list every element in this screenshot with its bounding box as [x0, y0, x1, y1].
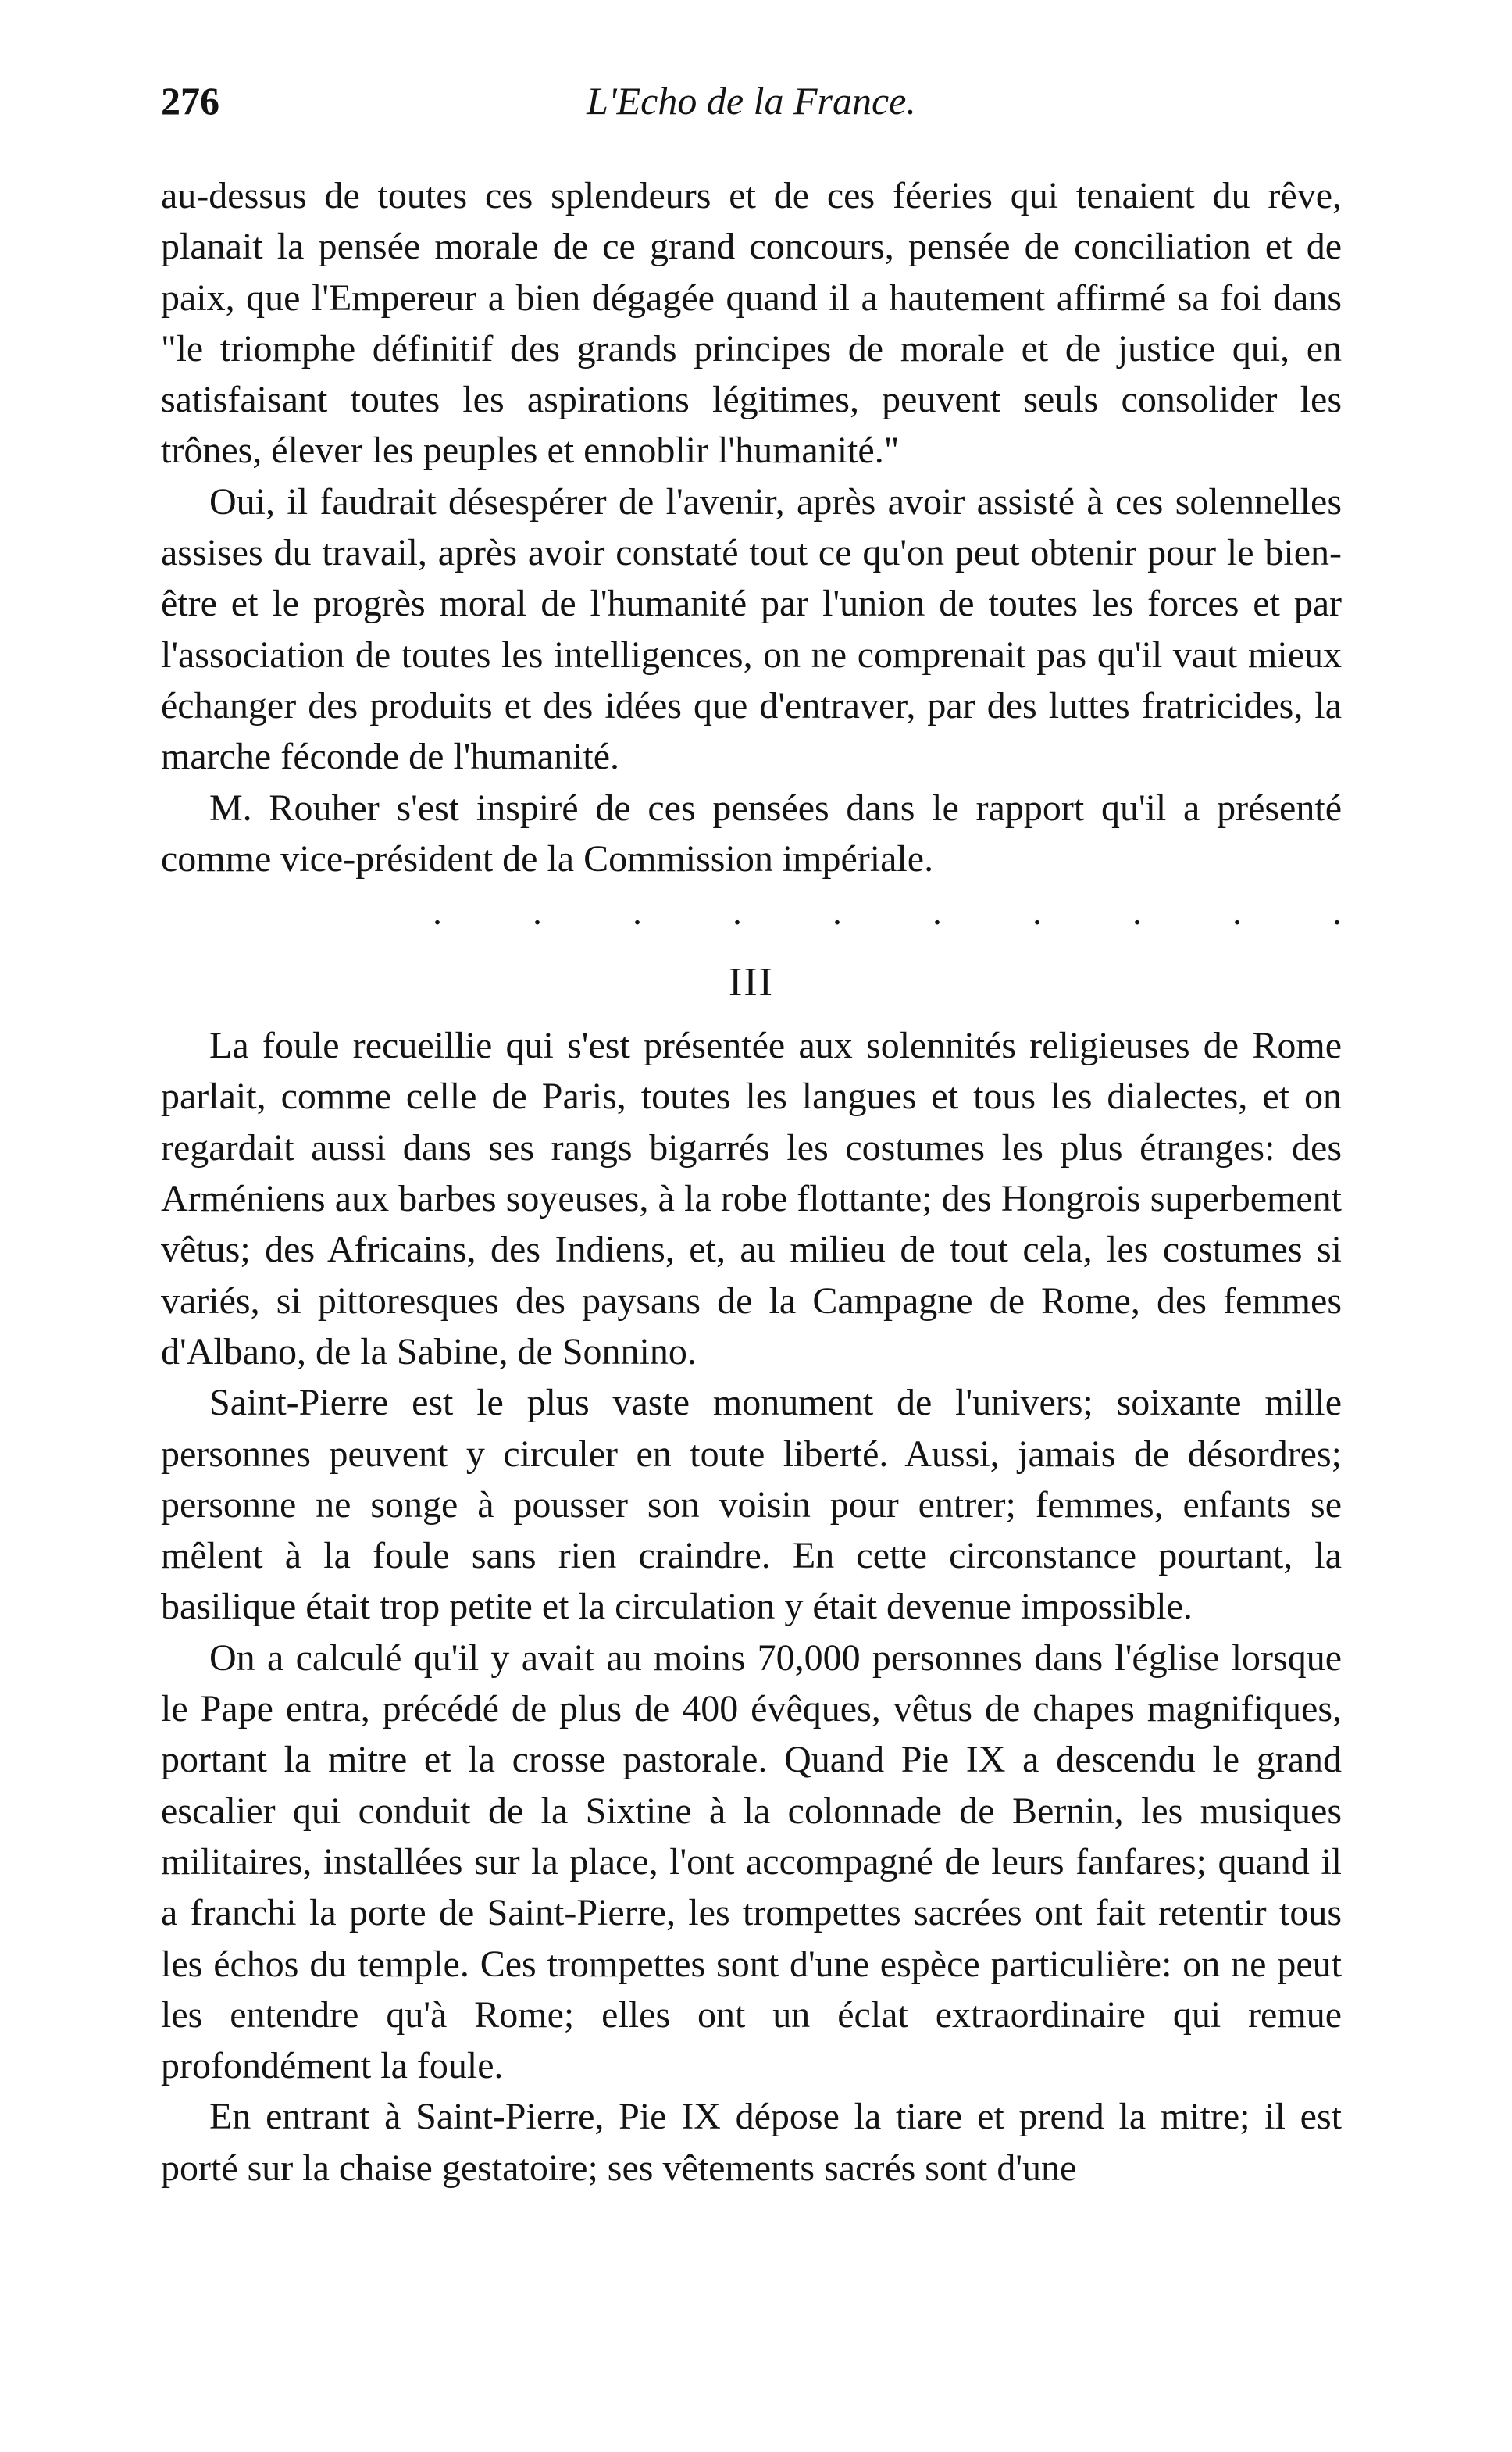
- section-heading: III: [729, 960, 774, 1005]
- running-head: [161, 66, 1342, 136]
- paragraph: Oui, il faudrait désespérer de l'avenir, après avoir assisté à ces solennelles assises du travail, après avoir constaté tout ce qu'on peut obtenir pour le bien-être et le progrès moral de l'humanité par l'union de toutes les forces et par l'association de toutes les intelligences, on ne comprenait pas qu'il vaut mieux échanger des produits et des idées que d'entraver, par des luttes fratricides, la marche féconde de l'humanité.: [161, 480, 1342, 778]
- page-number: 276: [161, 79, 219, 123]
- paragraph: M. Rouher s'est inspiré de ces pensées dans le rapport qu'il a présenté comme vice-président de la Commission impériale.: [161, 787, 1342, 880]
- paragraph: Saint-Pierre est le plus vaste monument de l'univers; soixante mille personnes peuvent y circuler en toute liberté. Aussi, jamais de désordres; personne ne songe à pousser son voisin pour entrer; femmes, enfants se mêlent à la foule sans rien craindre. En cette circonstance pourtant, la basilique était trop petite et la circulation y était devenue impossible.: [161, 1382, 1342, 1628]
- paragraph: La foule recueillie qui s'est présentée aux solennités religieuses de Rome parlait, comme celle de Paris, toutes les langues et tous les dialectes, et on regardait aussi dans ses rangs bigarrés les costumes les plus étranges: des Arméniens aux barbes soyeuses, à la robe flottante; des Hongrois superbement vêtus; des Africains, des Indiens, et, au milieu de tout cela, les costumes si variés, si pittoresques des paysans de la Campagne de Rome, des femmes d'Albano, de la Sabine, de Sonnino.: [161, 1025, 1342, 1372]
- paragraph-continued: au-dessus de toutes ces splendeurs et de ces féeries qui tenaient du rêve, planait la pensée morale de ce grand concours, pensée de conciliation et de paix, que l'Empereur a bien dégagée quand il a hautement affirmé sa foi dans "le triomphe définitif des grands principes de morale et de justice qui, en satisfaisant toutes les aspirations légitimes, peuvent seuls consolider les trônes, élever les peuples et ennoblir l'humanité.": [161, 175, 1342, 472]
- paragraph: On a calculé qu'il y avait au moins 70,000 personnes dans l'église lorsque le Pape entra, précédé de plus de 400 évêques, vêtus de chapes magnifiques, portant la mitre et la crosse pastorale. Quand Pie IX a descendu le grand escalier qui conduit de la Sixtine à la colonnade de Bernin, les musiques militaires, installées sur la place, l'ont accompagné de leurs fanfares; quand il a franchi la porte de Saint-Pierre, les trompettes sacrées ont fait retentir tous les échos du temple. Ces trompettes sont d'une espèce particulière: on ne peut les entendre qu'à Rome; elles ont un éclat extraordinaire qui remue profondément la foule.: [161, 1636, 1342, 2087]
- paragraph-continues: En entrant à Saint-Pierre, Pie IX dépose la tiare et prend la mitre; il est porté sur la chaise gestatoire; ses vêtements sacrés sont d'une: [161, 2096, 1342, 2189]
- ellipsis-dots: . . . . . . . . . .: [433, 891, 1382, 933]
- running-title: L'Echo de la France.: [587, 79, 916, 123]
- book-page: [161, 66, 1382, 2193]
- body-text: [161, 170, 1382, 2193]
